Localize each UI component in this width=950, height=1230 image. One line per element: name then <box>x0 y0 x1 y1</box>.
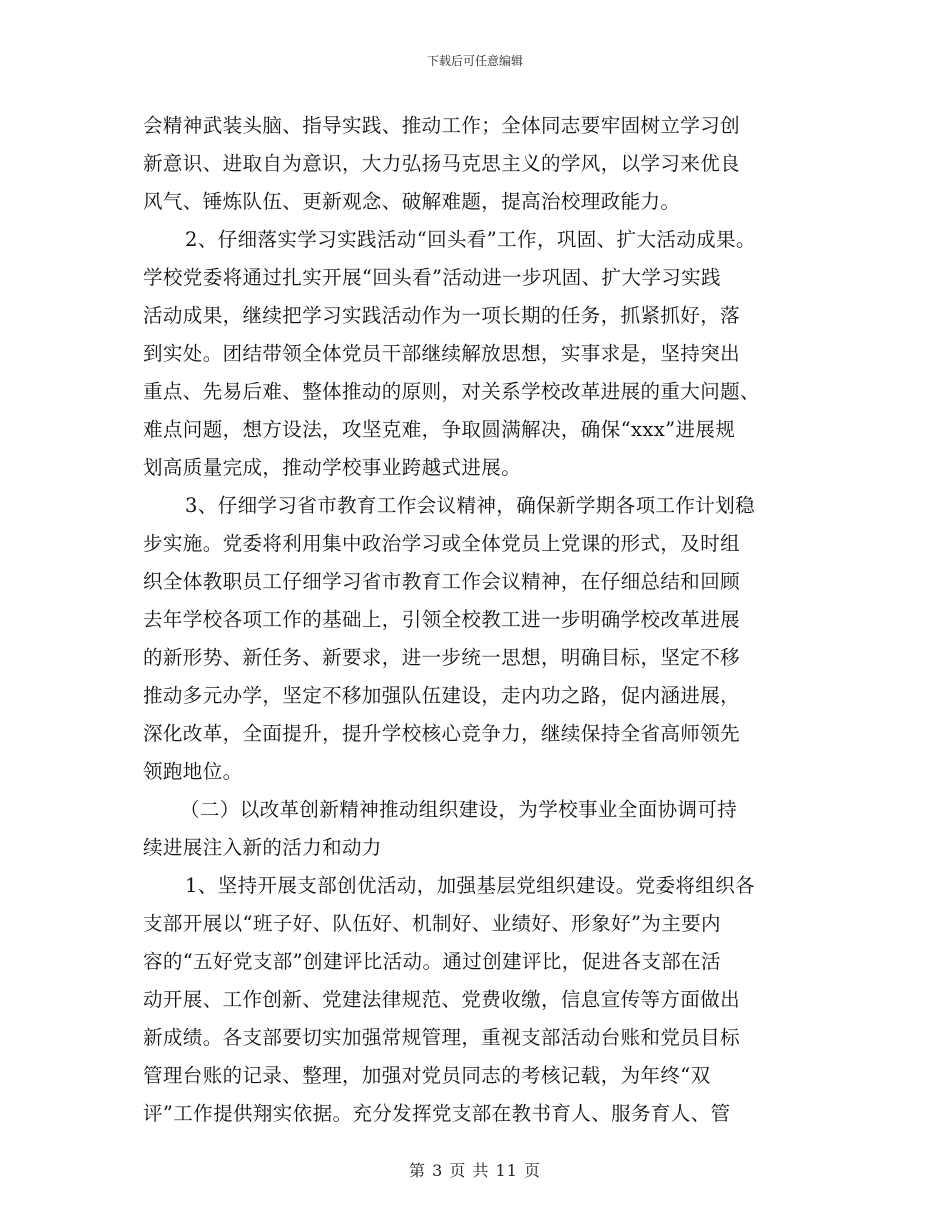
text-line: 1、坚持开展支部创优活动，加强基层党组织建设。党委将组织各 <box>185 874 756 897</box>
text-line: 领跑地位。 <box>143 760 243 783</box>
text-line: 活动成果，继续把学习实践活动作为一项长期的任务，抓紧抓好，落 <box>143 304 741 327</box>
text-line: 推动多元办学，坚定不移加强队伍建设，走内功之路，促内涵进展， <box>143 684 741 707</box>
text-line: 学校党委将通过扎实开展“回头看”活动进一步巩固、扩大学习实践 <box>143 266 721 289</box>
page-header: 下载后可任意编辑 <box>426 54 523 68</box>
text-line: 新成绩。各支部要切实加强常规管理，重视支部活动台账和党员目标 <box>143 1026 741 1049</box>
text-line: 深化改革，全面提升，提升学校核心竞争力，继续保持全省高师领先 <box>143 722 741 745</box>
text-line: 去年学校各项工作的基础上，引领全校教工进一步明确学校改革进展 <box>143 608 741 631</box>
text-line: 织全体教职员工仔细学习省市教育工作会议精神，在仔细总结和回顾 <box>143 570 741 593</box>
text-line: 容的“五好党支部”创建评比活动。通过创建评比，促进各支部在活 <box>143 950 721 973</box>
text-line: 划高质量完成，推动学校事业跨越式进展。 <box>143 456 522 479</box>
text-line: 新意识、进取自为意识，大力弘扬马克思主义的学风，以学习来优良 <box>143 152 741 175</box>
text-line: 会精神武装头脑、指导实践、推动工作；全体同志要牢固树立学习创 <box>143 114 741 137</box>
text-line: 动开展、工作创新、党建法律规范、党费收缴，信息宣传等方面做出 <box>143 988 741 1011</box>
text-line: 到实处。团结带领全体党员干部继续解放思想，实事求是，坚持突出 <box>143 342 741 365</box>
section-heading-cont: 续进展注入新的活力和动力 <box>143 836 382 859</box>
text-line: 风气、锤炼队伍、更新观念、破解难题，提高治校理政能力。 <box>143 190 681 213</box>
text-line: 管理台账的记录、整理，加强对党员同志的考核记载，为年终“双 <box>143 1064 711 1087</box>
text-line: 难点问题，想方设法，攻坚克难，争取圆满解决，确保“xxx”进展规 <box>143 418 736 441</box>
section-heading: （二）以改革创新精神推动组织建设，为学校事业全面协调可持 <box>180 798 738 821</box>
text-line: 2、仔细落实学习实践活动“回头看”工作，巩固、扩大活动成果。 <box>185 228 756 251</box>
text-line: 评”工作提供翔实依据。充分发挥党支部在教书育人、服务育人、管 <box>143 1102 731 1125</box>
text-line: 3、仔细学习省市教育工作会议精神，确保新学期各项工作计划稳 <box>185 494 756 517</box>
text-line: 重点、先易后难、整体推动的原则，对关系学校改革进展的重大问题、 <box>143 380 760 403</box>
page-number: 第 3 页 共 11 页 <box>409 1161 541 1180</box>
text-line: 步实施。党委将利用集中政治学习或全体党员上党课的形式，及时组 <box>143 532 741 555</box>
text-line: 的新形势、新任务、新要求，进一步统一思想，明确目标，坚定不移 <box>143 646 741 669</box>
text-line: 支部开展以“班子好、队伍好、机制好、业绩好、形象好”为主要内 <box>143 912 721 935</box>
